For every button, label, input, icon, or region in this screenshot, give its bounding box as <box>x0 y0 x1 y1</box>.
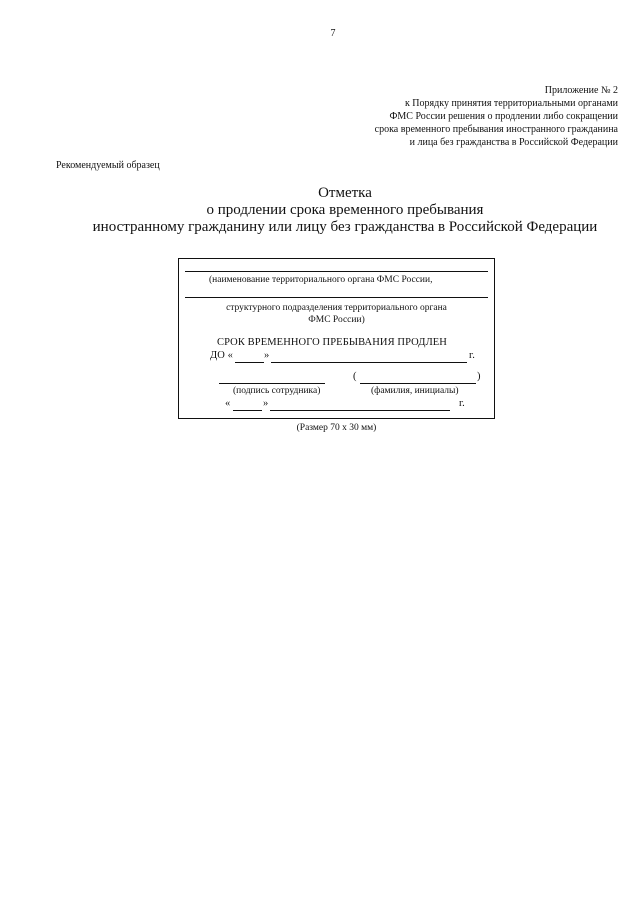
appendix-line: срока временного пребывания иностранного гражданина <box>374 124 618 135</box>
org-name-caption: (наименование территориального органа ФМС России, <box>209 275 433 285</box>
date-day-line <box>233 410 262 411</box>
date-quote-close: » <box>263 398 269 409</box>
until-day-line <box>235 362 264 363</box>
title-line: Отметка <box>318 185 372 201</box>
name-line <box>360 383 476 384</box>
year-suffix: г. <box>469 350 475 361</box>
title-line: о продлении срока временного пребывания <box>206 202 484 218</box>
appendix-line: и лица без гражданства в Российской Федерации <box>409 137 618 148</box>
until-quote-close: » <box>264 350 270 361</box>
org-name-line <box>185 271 488 272</box>
appendix-line: Приложение № 2 <box>544 85 618 96</box>
until-prefix: ДО « <box>210 350 234 361</box>
page-number: 7 <box>330 28 336 39</box>
title-line: иностранному гражданину или лицу без гражданства в Российской Федерации <box>92 219 598 235</box>
appendix-line: к Порядку принятия территориальными органами <box>404 98 618 109</box>
until-month-year-line <box>271 362 467 363</box>
close-paren: ) <box>477 371 481 382</box>
size-note: (Размер 70 х 30 мм) <box>296 423 377 433</box>
name-caption: (фамилия, инициалы) <box>371 386 459 396</box>
year-suffix: г. <box>459 398 465 409</box>
stamp-frame <box>178 258 495 419</box>
signature-caption: (подпись сотрудника) <box>233 386 321 396</box>
appendix-reference <box>258 84 618 149</box>
appendix-line: ФМС России решения о продлении либо сокращении <box>389 111 618 122</box>
subdivision-caption: структурного подразделения территориального органа <box>226 303 447 313</box>
document-title <box>40 185 640 236</box>
open-paren: ( <box>353 371 357 382</box>
subdivision-caption: ФМС России) <box>308 315 365 325</box>
signature-line <box>219 383 325 384</box>
subdivision-line <box>185 297 488 298</box>
term-extended-text: СРОК ВРЕМЕННОГО ПРЕБЫВАНИЯ ПРОДЛЕН <box>217 337 447 348</box>
date-month-year-line <box>270 410 450 411</box>
sample-label: Рекомендуемый образец <box>56 160 160 171</box>
date-quote-open: « <box>225 398 231 409</box>
